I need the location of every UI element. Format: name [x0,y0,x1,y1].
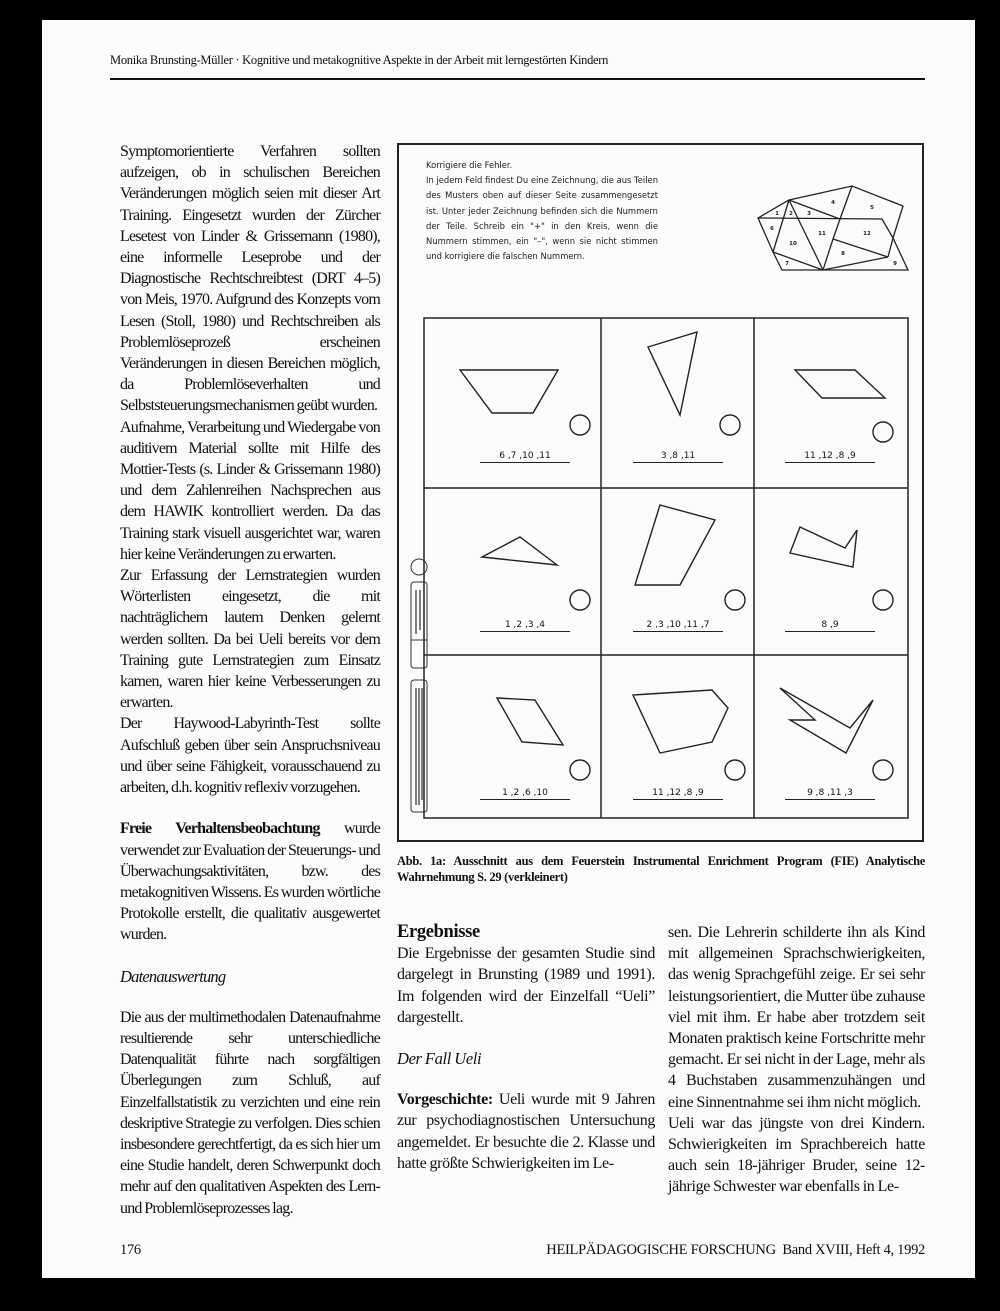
right-column [668,922,925,1198]
cell-label: 2 ,3 ,10 ,11 ,7 [633,620,723,632]
paragraph: Ueli war das jüngste von drei Kindern. Schwierigkeiten im Sprachbereich hatte auch sein 18-jähriger Bruder, seine 12-jährige Schwester war ebenfalls in Le- [668,1114,925,1196]
pattern-number: 1 [775,211,779,217]
instruction-title: Korrigiere die Fehler. [426,160,513,170]
paragraph: Symptomorientierte Verfahren sollten aufzeigen, ob in schulischen Bereichen Veränderungen möglich seien mit dieser Art Training. Eingesetzt wurden der Zürcher Lesetest von Linder & Grissemann (1980), eine informelle Leseprobe und der Diagnostische Rechtschreibtest (DRT 4–5) von Meis, 1970. Aufgrund des Konzepts vom Lesen (Stoll, 1980) und Rechtschreiben als Problemlöseprozeß erscheinen Veränderungen in diesen Bereichen möglich, da Problemlöseverhalten und Selbststeuerungsmechanismen geübt wurden. [120,143,380,415]
shape-zigzag [790,527,857,567]
pattern-numbers [770,200,897,267]
answer-circle [570,760,590,780]
shape-pentagon [633,690,728,753]
paragraph: Die aus der multimethodalen Datenaufnahme resultierende sehr unterschiedliche Datenqualität führte nach sorgfältigen Überlegungen zum Schluß, auf Einzelfallstatistik zu verzichten und eine rein deskriptive Strategie zu verfolgen. Dies schien insbesondere gerechtfertigt, da es sich hier um eine Studie handelt, deren Schwerpunkt doch mehr auf den qualitativen Aspekten des Lern- und Problemlöseprozesses lag. [120,1008,380,1217]
paragraph [397,1089,655,1174]
shape-quadrilateral [635,505,715,585]
pattern-number: 8 [841,251,845,257]
page-number: 176 [120,1242,141,1258]
header-separator: · [235,53,240,67]
paragraph-lead: Freie Verhaltensbeobachtung [120,820,320,838]
pattern-figure [758,186,908,270]
middle-column [397,922,655,1174]
section-subheading: Der Fall Ueli [397,1049,482,1069]
paragraph: sen. Die Lehrerin schilderte ihn als Kind mit allgemeinen Sprachschwierigkeiten, das wenig Sprachgefühl zeige. Er sei sehr leistungsorientiert, die Mutter übe zuhause viel mit ihm. Er habe aber trotzdem seit Monaten praktisch keine Fortschritte mehr gemacht. Er sei nicht in der Lage, mehr als 4 Buchstaben zusammenzuhängen und eine Sinnentnahme sei ihm nicht möglich. [668,924,925,1111]
shape-parallelogram [795,370,885,398]
pattern-number: 7 [785,261,789,267]
pattern-number: 3 [807,211,811,217]
answer-circle [725,760,745,780]
paragraph: Der Haywood-Labyrinth-Test sollte Aufschluß geben über sein Anspruchsniveau und über seine Fähigkeit, vorausschauend zu arbeiten, d.h. kognitiv reflexiv vorzugehen. [120,715,380,797]
pattern-number: 5 [870,205,874,211]
section-subheading: Datenauswertung [120,966,226,986]
pattern-number: 4 [831,200,835,206]
answer-circle [720,415,740,435]
answer-circle [873,590,893,610]
cell-label: 8 ,9 [785,620,875,632]
paragraph: Aufnahme, Verarbeitung und Wiedergabe von auditivem Material sollte mit Hilfe des Mottier-Tests (s. Linder & Grissemann 1980) und dem Zahlenreihen Nachsprechen aus dem HAWIK kontrolliert werden. Da das Training stark visuell ausgerichtet war, waren hier keine Veränderungen zu erwarten. [120,418,380,563]
cell-label: 6 ,7 ,10 ,11 [480,451,570,463]
paragraph-text: Ueli wurde mit 9 Jahren zur psychodiagnostischen Untersuchung angemeldet. Er besuchte die 2. Klasse und hatte größte Schwierigkeiten im Le- [397,1091,655,1172]
exercise-grid [424,318,908,818]
paragraph-text: wurde verwendet zur Evaluation der Steuerungs- und Überwachungsaktivitäten, bzw. des metakognitiven Wissens. Es wurden wörtliche Protokolle erstellt, die qualitativ ausgewertet wurden. [120,820,380,944]
shape-arrow [780,688,873,753]
answer-circle [570,415,590,435]
paragraph: Die Ergebnisse der gesamten Studie sind dargelegt in Brunsting (1989 und 1991). Im folgenden wird der Einzelfall “Ueli” dargestellt. [397,945,655,1026]
answer-circle [873,760,893,780]
shape-parallelogram [497,698,563,745]
exercise-shapes [460,332,893,780]
answer-circle [570,590,590,610]
pattern-number: 10 [789,241,797,247]
shape-triangle [648,332,697,415]
paragraph: Zur Erfassung der Lernstrategien wurden Wörterlisten eingesetzt, die mit nachträglichem lautem Denken gelernt werden sollten. Da bei Ueli bereits vor dem Training gute Lernstrategien zum Einsatz kamen, waren hier keine Verbesserungen zu erwarten. [120,567,380,712]
section-heading: Ergebnisse [397,922,480,942]
figure-caption: Abb. 1a: Ausschnitt aus dem Feuerstein Instrumental Enrichment Program (FIE) Analytische Wahrnehmung S. 29 (verkleinert) [397,854,925,884]
cell-label: 1 ,2 ,6 ,10 [480,788,570,800]
paragraph-lead: Vorgeschichte: [397,1091,493,1109]
instruction-body: In jedem Feld findest Du eine Zeichnung, die aus Teilen des Musters oben auf dieser Seite zusammengesetzt ist. Unter jeder Zeichnung befinden sich die Nummern der Teile. Schreib ein "+" in den Kreis, wenn die Nummern stimmen, ein "–", wenn sie nicht stimmen und korrigiere die falschen Nummern. [426,175,658,262]
answer-circle [725,590,745,610]
cell-label: 11 ,12 ,8 ,9 [785,451,875,463]
cell-label: 9 ,8 ,11 ,3 [785,788,875,800]
shape-triangle [482,537,557,565]
shape-trapezoid [460,370,558,413]
pattern-number: 2 [789,211,793,217]
pattern-number: 9 [893,261,897,267]
header-author: Monika Brunsting-Müller [110,53,233,67]
pattern-number: 6 [770,226,774,232]
cell-label: 11 ,12 ,8 ,9 [633,788,723,800]
header-title: Kognitive und metakognitive Aspekte in der Arbeit mit lerngestörten Kindern [242,53,609,67]
cell-label: 3 ,8 ,11 [633,451,723,463]
pattern-number: 12 [863,231,871,237]
pattern-number: 11 [818,231,826,237]
journal-footer: HEILPÄDAGOGISCHE FORSCHUNG Band XVIII, Heft 4, 1992 [546,1242,925,1258]
answer-circle [873,422,893,442]
cell-label: 1 ,2 ,3 ,4 [480,620,570,632]
